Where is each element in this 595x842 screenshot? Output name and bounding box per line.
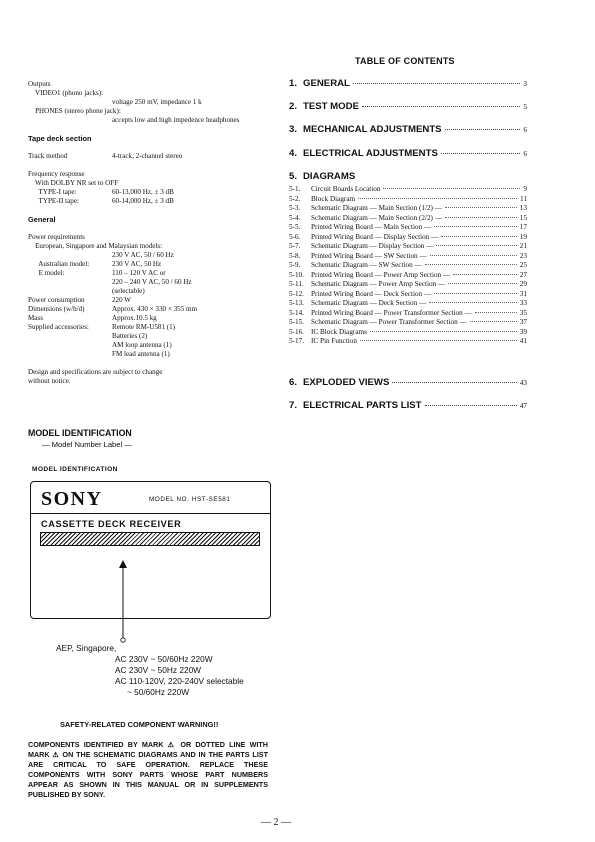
toc-label: Printed Wiring Board — SW Section — <box>311 251 427 260</box>
spec-value: 230 V AC, 50 / 60 Hz <box>112 251 174 259</box>
spec-row <box>28 152 273 161</box>
toc-diagram-entry[interactable] <box>289 251 527 260</box>
spec-value: 110 – 120 V AC or <box>112 269 166 277</box>
toc-number: 5-4. <box>289 213 301 222</box>
toc-diagram-entry[interactable] <box>289 298 527 307</box>
toc-number: 5-14. <box>289 308 304 317</box>
spec-label: VIDEO1 (phono jacks): <box>28 89 104 97</box>
toc-section-5[interactable] <box>289 171 527 182</box>
toc-label: IC Pin Function <box>311 337 357 345</box>
spec-value: 230 V AC, 50 Hz <box>112 260 162 268</box>
spec-value: 60-13,000 Hz, ± 3 dB <box>112 188 174 196</box>
safety-warning-body: COMPONENTS IDENTIFIED BY MARK ⚠ OR DOTTED LINE WITH MARK ⚠ ON THE SCHEMATIC DIAGRAMS AND IN THE PARTS LIST ARE CRITICAL TO SAFE OPERATION. REPLACE THESE COMPONENTS WITH SONY PARTS WHOSE PART NUMBERS APPEAR AS SHOWN IN THIS MANUAL OR IN SUPPLEMENTS PUBLISHED BY SONY. <box>28 740 268 799</box>
toc-number: 7. <box>289 400 298 411</box>
toc-diagram-entry[interactable] <box>289 232 527 241</box>
toc-diagram-entry[interactable] <box>289 308 527 317</box>
toc-label: Circuit Boards Location <box>311 185 381 193</box>
toc-leader-dots <box>441 153 520 154</box>
toc-number: 3. <box>289 124 298 135</box>
spec-value: 4-track, 2-channel stereo <box>112 152 183 160</box>
voltage-value: AC 110-120V, 220-240V selectable <box>115 676 244 686</box>
toc-label: Schematic Diagram — Main Section (1/2) — <box>311 204 442 212</box>
spec-row <box>28 296 273 305</box>
spec-row <box>28 269 273 278</box>
toc-leader-dots <box>362 106 520 107</box>
toc-label: Schematic Diagram — Deck Section — <box>311 299 427 307</box>
toc-section-2[interactable] <box>289 101 527 112</box>
spec-label: TYPE-II tape: <box>28 197 79 205</box>
label-divider <box>31 513 270 514</box>
toc-number: 6. <box>289 377 298 388</box>
page-number: — 2 — <box>261 817 291 828</box>
toc-leader-dots <box>360 340 517 341</box>
specifications-block <box>28 80 273 386</box>
toc-number: 5-2. <box>289 194 301 203</box>
toc-leader-dots <box>445 129 521 130</box>
toc-label: Block Diagram <box>311 194 356 203</box>
toc-label: TEST MODE <box>303 101 359 112</box>
toc-label: Printed Wiring Board — Main Section — <box>311 223 432 231</box>
spec-row <box>28 341 273 350</box>
toc-diagram-entry[interactable] <box>289 336 527 345</box>
spec-row <box>28 107 273 116</box>
toc-section-6[interactable] <box>289 377 527 388</box>
toc-page: 37 <box>519 317 527 326</box>
toc-number: 5-13. <box>289 299 304 307</box>
toc-page: 25 <box>519 260 527 269</box>
toc-number: 5-16. <box>289 327 304 336</box>
spec-value: Approx.10.5 kg <box>112 314 157 322</box>
spec-row <box>28 260 273 269</box>
spec-row <box>28 332 273 341</box>
toc-label: Schematic Diagram — Power Transformer Section — <box>311 318 467 326</box>
spec-row <box>28 188 273 197</box>
spec-row <box>28 233 273 242</box>
toc-leader-dots <box>392 382 516 383</box>
spec-row <box>28 98 273 107</box>
toc-page: 19 <box>519 231 527 241</box>
label-heading: MODEL IDENTIFICATION <box>32 466 118 473</box>
spec-row <box>28 278 273 287</box>
toc-section-1[interactable] <box>289 78 527 89</box>
toc-page: 6 <box>523 149 527 158</box>
spec-label: E model: <box>28 269 65 277</box>
spec-value: Approx. 430 × 330 × 355 mm <box>112 305 198 313</box>
spec-label: Outputs <box>28 80 51 88</box>
model-id-title: MODEL IDENTIFICATION <box>28 428 132 438</box>
spec-row <box>28 251 273 260</box>
toc-label: Schematic Diagram — SW Section — <box>311 261 422 269</box>
toc-diagram-entry[interactable] <box>289 327 527 336</box>
toc-label: MECHANICAL ADJUSTMENTS <box>303 124 442 135</box>
toc-diagram-entry[interactable] <box>289 289 527 298</box>
spec-value: FM lead antenna (1) <box>112 350 170 358</box>
toc-title: TABLE OF CONTENTS <box>355 56 455 66</box>
toc-diagram-entry[interactable] <box>289 184 527 193</box>
toc-number: 4. <box>289 148 298 159</box>
toc-label: Printed Wiring Board — Display Section — <box>311 232 439 241</box>
toc-page: 11 <box>519 193 527 203</box>
spec-row <box>28 242 273 251</box>
toc-number: 5-15. <box>289 318 304 326</box>
spec-note-line-2: without notice. <box>28 377 71 385</box>
toc-leader-dots <box>425 405 517 406</box>
spec-row <box>28 287 273 296</box>
spec-note-line-1: Design and specifications are subject to change <box>28 368 163 376</box>
toc-label: EXPLODED VIEWS <box>303 377 390 388</box>
model-id-subtitle: — Model Number Label — <box>42 440 132 449</box>
spec-row <box>28 89 273 98</box>
spec-row <box>28 80 273 89</box>
toc-number: 1. <box>289 78 298 89</box>
spec-value: voltage 250 mV, impedance 1 k <box>112 98 202 106</box>
spec-row <box>28 197 273 206</box>
toc-number: 5-7. <box>289 242 301 250</box>
toc-leader-dots <box>475 312 517 313</box>
spec-row <box>28 161 273 170</box>
toc-diagram-entry[interactable] <box>289 241 527 250</box>
toc-page: 41 <box>519 336 527 345</box>
toc-page: 3 <box>523 79 527 88</box>
toc-label: Printed Wiring Board — Power Transformer Section — <box>311 308 472 317</box>
spec-value: Remote RM-U581 (1) <box>112 323 176 331</box>
spec-row <box>28 170 273 179</box>
toc-page: 21 <box>519 241 527 250</box>
toc-label: Printed Wiring Board — Deck Section — <box>311 289 432 298</box>
toc-diagram-entry[interactable] <box>289 279 527 288</box>
spec-row <box>28 305 273 314</box>
toc-page: 27 <box>519 269 527 279</box>
toc-leader-dots <box>383 188 520 189</box>
toc-page: 35 <box>519 307 527 317</box>
toc-diagram-entry[interactable] <box>289 194 527 203</box>
toc-number: 5-17. <box>289 337 304 345</box>
product-name: CASSETTE DECK RECEIVER <box>41 519 182 529</box>
toc-number: 5-12. <box>289 289 304 298</box>
toc-page: 29 <box>519 279 527 288</box>
toc-leader-dots <box>434 293 517 294</box>
toc-page: 6 <box>523 125 527 134</box>
toc-leader-dots <box>445 207 517 208</box>
toc-diagram-entry[interactable] <box>289 203 527 212</box>
spec-value: 60-14,000 Hz, ± 3 dB <box>112 197 174 205</box>
spec-label: TYPE-I tape: <box>28 188 77 196</box>
spec-value: (selectable) <box>112 287 145 295</box>
toc-number: 5. <box>289 171 298 182</box>
region-label: AEP, Singapore, <box>56 643 117 653</box>
toc-leader-dots <box>448 283 517 284</box>
toc-page: 5 <box>523 102 527 111</box>
toc-page: 23 <box>519 250 527 260</box>
spec-label: Mass <box>28 314 43 322</box>
toc-label: Schematic Diagram — Power Amp Section — <box>311 280 446 288</box>
spec-label: Frequency response <box>28 170 85 178</box>
toc-number: 5-6. <box>289 232 301 241</box>
toc-label: ELECTRICAL ADJUSTMENTS <box>303 148 438 159</box>
pointer-arrow <box>88 560 158 650</box>
spec-label: Power requirements <box>28 233 85 241</box>
serial-hatch-area <box>40 532 260 546</box>
voltage-value: ~ 50/60Hz 220W <box>127 687 190 697</box>
toc-section-7[interactable] <box>289 400 527 411</box>
spec-value: accepts low and high impedence headphones <box>112 116 240 124</box>
spec-value: Batteries (2) <box>112 332 148 340</box>
toc-number: 5-1. <box>289 185 301 193</box>
spec-label: Australian model: <box>28 260 90 268</box>
toc-leader-dots <box>430 255 517 256</box>
sony-logo: SONY <box>41 488 103 510</box>
toc-label: Schematic Diagram — Main Section (2/2) — <box>311 213 442 222</box>
spec-row <box>28 116 273 125</box>
spec-value: 220 W <box>112 296 131 304</box>
spec-label: European, Singapore and Malaysian models: <box>28 242 163 250</box>
spec-row <box>28 350 273 359</box>
toc-page: 17 <box>519 222 527 231</box>
safety-warning-title: SAFETY-RELATED COMPONENT WARNING!! <box>60 720 219 729</box>
toc-leader-dots <box>434 226 517 227</box>
spec-row <box>28 323 273 332</box>
toc-leader-dots <box>445 217 517 218</box>
toc-number: 5-11. <box>289 280 304 288</box>
toc-leader-dots <box>441 236 516 237</box>
toc-leader-dots <box>470 321 517 322</box>
spec-row <box>28 314 273 323</box>
toc-number: 5-3. <box>289 204 301 212</box>
toc-leader-dots <box>453 274 517 275</box>
toc-leader-dots <box>370 331 517 332</box>
tape-deck-heading: Tape deck section <box>28 134 92 143</box>
toc-page: 43 <box>519 378 527 387</box>
spec-label: With DOLBY NR set to OFF <box>28 179 119 187</box>
spec-label: Track method <box>28 152 68 160</box>
toc-page: 39 <box>519 326 527 336</box>
general-heading: General <box>28 215 56 224</box>
toc-label: DIAGRAMS <box>303 171 356 182</box>
toc-diagram-entry[interactable] <box>289 270 527 279</box>
toc-leader-dots <box>358 198 517 199</box>
toc-diagram-entry[interactable] <box>289 260 527 269</box>
toc-section-3[interactable] <box>289 124 527 135</box>
toc-number: 2. <box>289 101 298 112</box>
spec-row <box>28 179 273 188</box>
toc-page: 13 <box>519 203 527 212</box>
toc-diagram-entry[interactable] <box>289 222 527 231</box>
toc-page: 47 <box>519 401 527 410</box>
spec-value: AM loop antenna (1) <box>112 341 172 349</box>
voltage-value: AC 230V ~ 50/60Hz 220W <box>115 654 213 664</box>
toc-page: 15 <box>519 212 527 222</box>
toc-page: 33 <box>519 298 527 307</box>
spec-label: Dimensions (w/h/d) <box>28 305 85 313</box>
toc-label: GENERAL <box>303 78 350 89</box>
toc-section-4[interactable] <box>289 148 527 159</box>
toc-leader-dots <box>429 302 517 303</box>
toc-page: 9 <box>523 184 527 193</box>
toc-label: IC Block Diagrams <box>311 327 367 336</box>
toc-label: Schematic Diagram — Display Section — <box>311 242 434 250</box>
toc-leader-dots <box>436 245 516 246</box>
toc-diagram-entry[interactable] <box>289 317 527 326</box>
spec-label: PHONES (stereo phone jack): <box>28 107 121 115</box>
toc-number: 5-8. <box>289 251 301 260</box>
toc-number: 5-5. <box>289 223 301 231</box>
spec-label: Power consumption <box>28 296 85 304</box>
spec-label: Supplied accessories: <box>28 323 89 331</box>
toc-leader-dots <box>353 83 520 84</box>
toc-number: 5-9. <box>289 261 301 269</box>
toc-number: 5-10. <box>289 270 304 279</box>
toc-leader-dots <box>425 264 517 265</box>
spec-value: 220 – 240 V AC, 50 / 60 Hz <box>112 278 192 286</box>
model-number: MODEL NO. HST-SE581 <box>149 496 231 503</box>
toc-page: 31 <box>519 288 527 298</box>
toc-label: ELECTRICAL PARTS LIST <box>303 400 422 411</box>
toc-diagram-entry[interactable] <box>289 213 527 222</box>
voltage-value: AC 230V ~ 50Hz 220W <box>115 665 202 675</box>
toc-label: Printed Wiring Board — Power Amp Section — <box>311 270 451 279</box>
